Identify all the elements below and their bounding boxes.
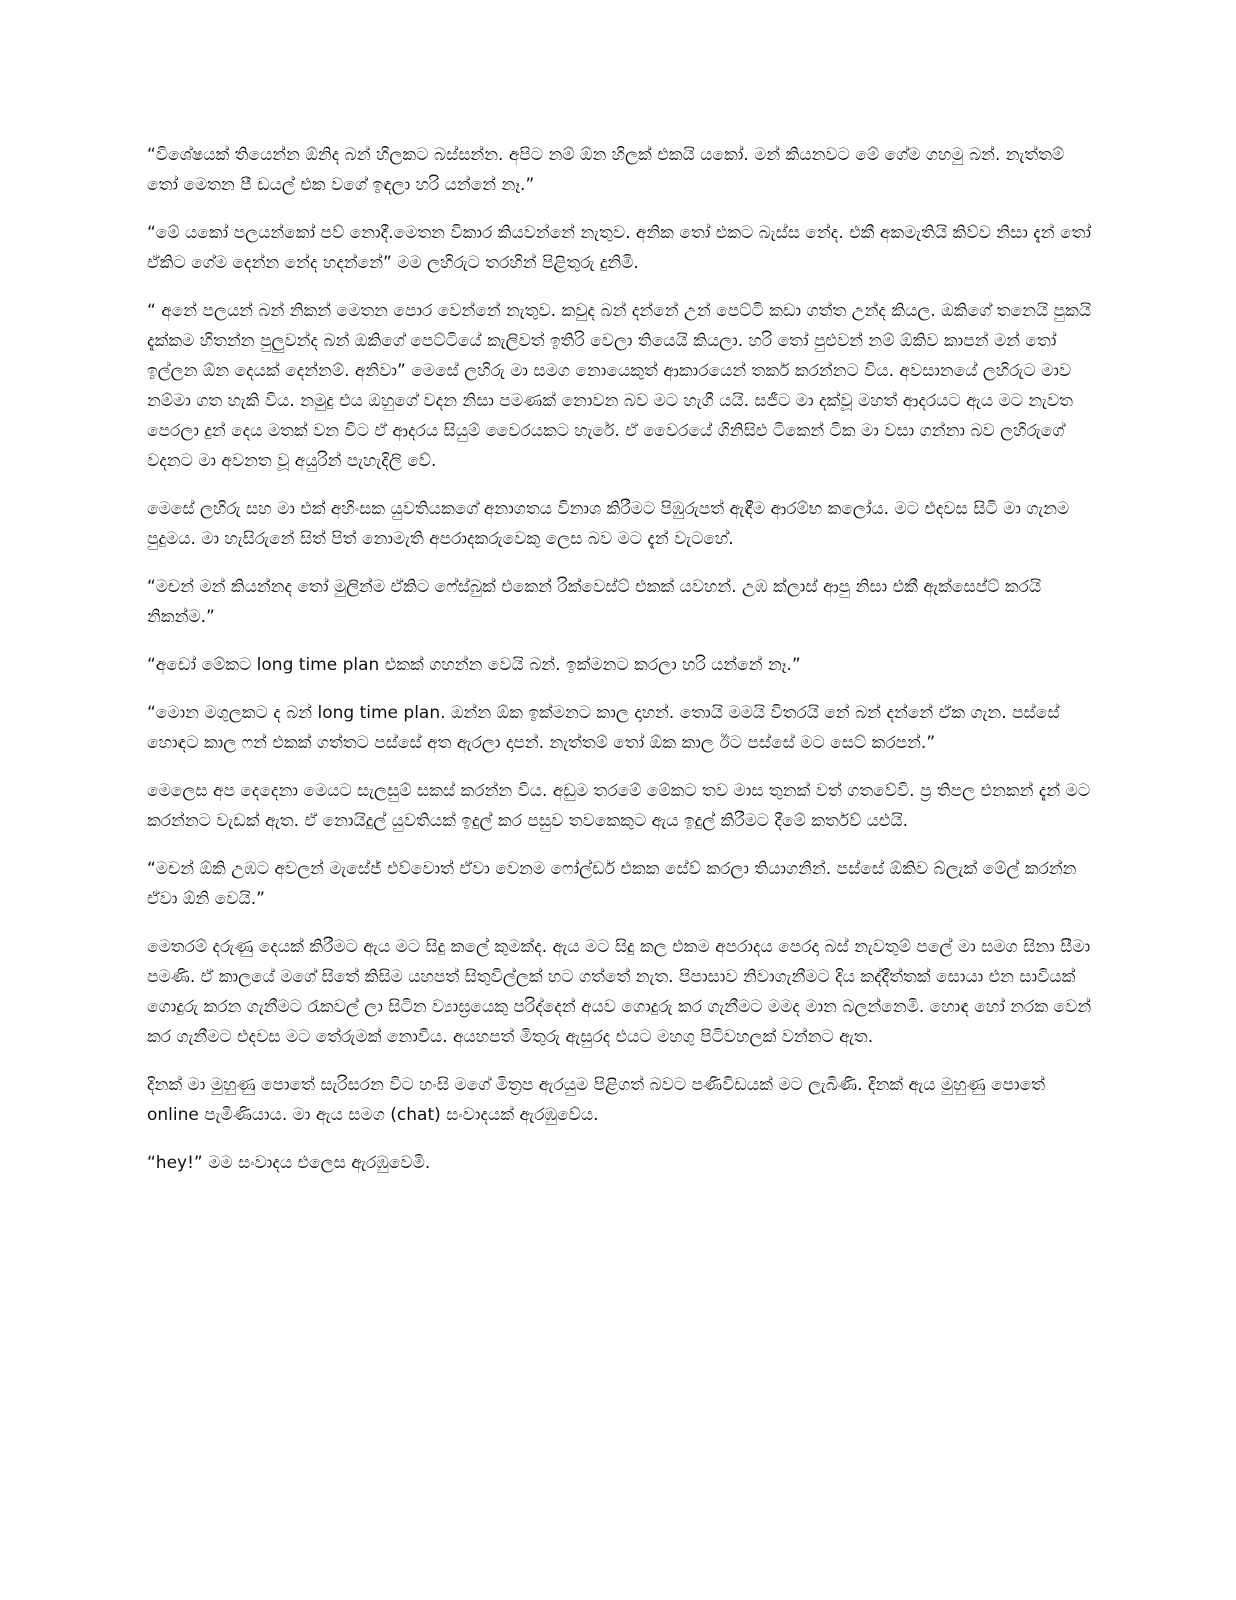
paragraph-1: “විශේෂයක් තියෙන්න ඕනිද බන් හිලකට බස්සන්න. අපිට නම් ඕන හිලක් එකයි යකෝ. මන් කියනවට මේ ගේම ගහමු බන්. නැත්තම් තෝ මෙතන පී ඩයල් එක වගේ ඉඳලා හරි යන්නේ නෑ.” (147, 145, 1065, 195)
document-body (147, 140, 1092, 1196)
paragraph-4: මෙසේ ලහිරු සහ මා එක් අහිංසක යුවතියකගේ අනාගතය විනාශ කිරීමට පිඹුරුපත් ඇඳීම ආරම්භ කලෝය. මට එදවස සිටි මා ගැනම පුදුමය. මා හැසිරුනේ සිත් පිත් නොමැති අපරාදකරුවෙකු ලෙස බව මට දැන් වැටහේ. (147, 499, 1070, 549)
paragraph-7: “මොන මගුලකට ද බන් long time plan. ඔන්න ඕක ඉක්මනට කාල දාහන්. තොයි මමයි විතරයි නේ බන් දන්නේ ඒක ගැන. පස්සේ හොඳට කාල ෆන් එකක් ගත්තට පස්සේ අත ඇරලා දාපන්. නැත්තම් තෝ ඕක කාල ඊට පස්සේ මට සෙට් කරපන්.” (147, 703, 1060, 753)
paragraph-9: “මචන් ඕකි උඹට අවලන් මැසේජ් එව්වොත් ඒවා වෙනම ෆෝල්ඩර් එකක සේව් කරලා තියාගනින්. පස්සේ ඕකිව බ්ලැක් මේල් කරන්න ඒවා ඕනි වෙයි.” (147, 859, 1077, 909)
paragraph-3: “ අනේ පලයන් බන් නිකන් මෙතන පොර වෙන්නේ නැතුව. කවුද බන් දන්නේ උන් පෙට්ටි කඩා ගත්ත උන්ද කියල. ඔකිගේ තනෙයි පුකයි දැක්කම හිතන්න පුලුවන්ද බන් ඔකිගේ පෙට්ටියේ කැලිවත් ඉතිරි වෙලා තියෙයි කියලා. හරි තෝ පුළුවන් නම් ඕකිව කාපන් මන් තෝ ඉල්ලන ඕන දෙයක් දෙන්නම්. අනිවා” මෙසේ ලහිරු මා සමග නොයෙකුත් ආකාරයෙන් තර්ක කරන්නට විය. අවසානයේ ලහිරුට මාව නම්මා ගත හැකි විය. නමුදු එය ඔහුගේ වදන නිසා පමණක් නොවන බව මට හැගී යයි. සජීට මා දක්වූ මහත් ආදරයට ඇය මට නැවත පෙරලා දුන් දෙය මතක් වන විට ඒ ආදරය සියුම් වෛරයකට හැරේ. ඒ වෛරයේ ගිනිසිළු ටිකෙන් ටික මා වසා ගන්නා බව ලහිරුගේ වදනට මා අවනත වූ අයුරින් පැහැදිලි වේ. (147, 301, 1092, 471)
paragraph-12: “hey!” මම සංවාදය එලෙස ඇරඹුවෙමි. (147, 1153, 431, 1173)
paragraph-2: “මේ යකෝ පලයන්කෝ පව් නොදී.මෙතන විකාර කියවන්නේ නැතුව. අනික තෝ එකට බැස්ස නේද. එකී අකමැතියි කිව්ව නිසා දැන් තෝ ඒකිට ගේම දෙන්න නේද හදන්නේ” මම ලහිරුට තරහින් පිළිතුරු දුනිමි. (147, 223, 1091, 273)
paragraph-8: මෙලෙස අප දෙදෙනා මෙයට සැලසුම් සකස් කරන්න විය. අඩුම තරමේ මේකට තව මාස තුනක් වත් ගතවේවි. ප්‍ර තිපල එනකන් දැන් මට කරන්නට වැඩක් ඇත. ඒ නොයිදුල් යුවතියක් ඉදුල් කර පසුව තවකෙකුට ඇය ඉදුල් කිරීමට දීමේ කර්තව්‍ යඑයි. (147, 781, 1091, 831)
paragraph-6: “අඩෝ මේකට long time plan එකක් ගහන්න වෙයි බන්. ඉක්මනට කරලා හරි යන්නේ නෑ.” (147, 655, 801, 675)
paragraph-10: මෙතරම් දරුණු දෙයක් කිරීමට ඇය මට සිදු කලේ කුමක්ද. ඇය මට සිදු කල එකම අපරාදය පෙරදා බස් නැවතුම් පලේ මා සමග සිනා සීමා පමණි. ඒ කාලයේ මගේ සිතේ කිසිම යහපත් සිතුවිල්ලක් හට ගත්තේ නැත. පිපාසාව නිවාගැනීමට දිය කද්දීත්තක් සොයා එන සාවියක් ගොදුරු කරන ගැනීමට රැකවල් ලා සිටින ව්‍යාඝ්‍රයෙකු පරිද්දෙන් අයව ගොදුරු කර ගැනීමට මමද මාන බලන්නෙමි. හොඳ හෝ නරක වෙන් කර ගැනීමට එදවස මට තේරුමක් නොවීය. අයහපත් මිතුරු ඇසුරද එයට මහගු පිටිවහලක් වන්නට ඇත. (147, 937, 1092, 1047)
paragraph-5: “මචන් මන් කියන්නද තෝ මුලින්ම ඒකිට ෆේස්බුක් එකෙන් රික්වෙස්ට් එකක් යවහන්. උඹ ක්ලාස් ආපු නිසා එකී ඇක්සෙප්ට් කරයි නිකන්ම.” (147, 577, 1042, 627)
paragraph-11: දිනක් මා මුහුණු පොතේ සැරිසරන විට හංසි මගේ මිත්‍රප ඇරයුම පිළිගත් බවට පණිවිඩයක් මට ලැබිණි. දිනක් ඇය මුහුණු පොතේ online පැමිණියාය. මා ඇය සමග (chat) සංවාදයක් ඇරඹුවේය. (147, 1075, 1046, 1125)
